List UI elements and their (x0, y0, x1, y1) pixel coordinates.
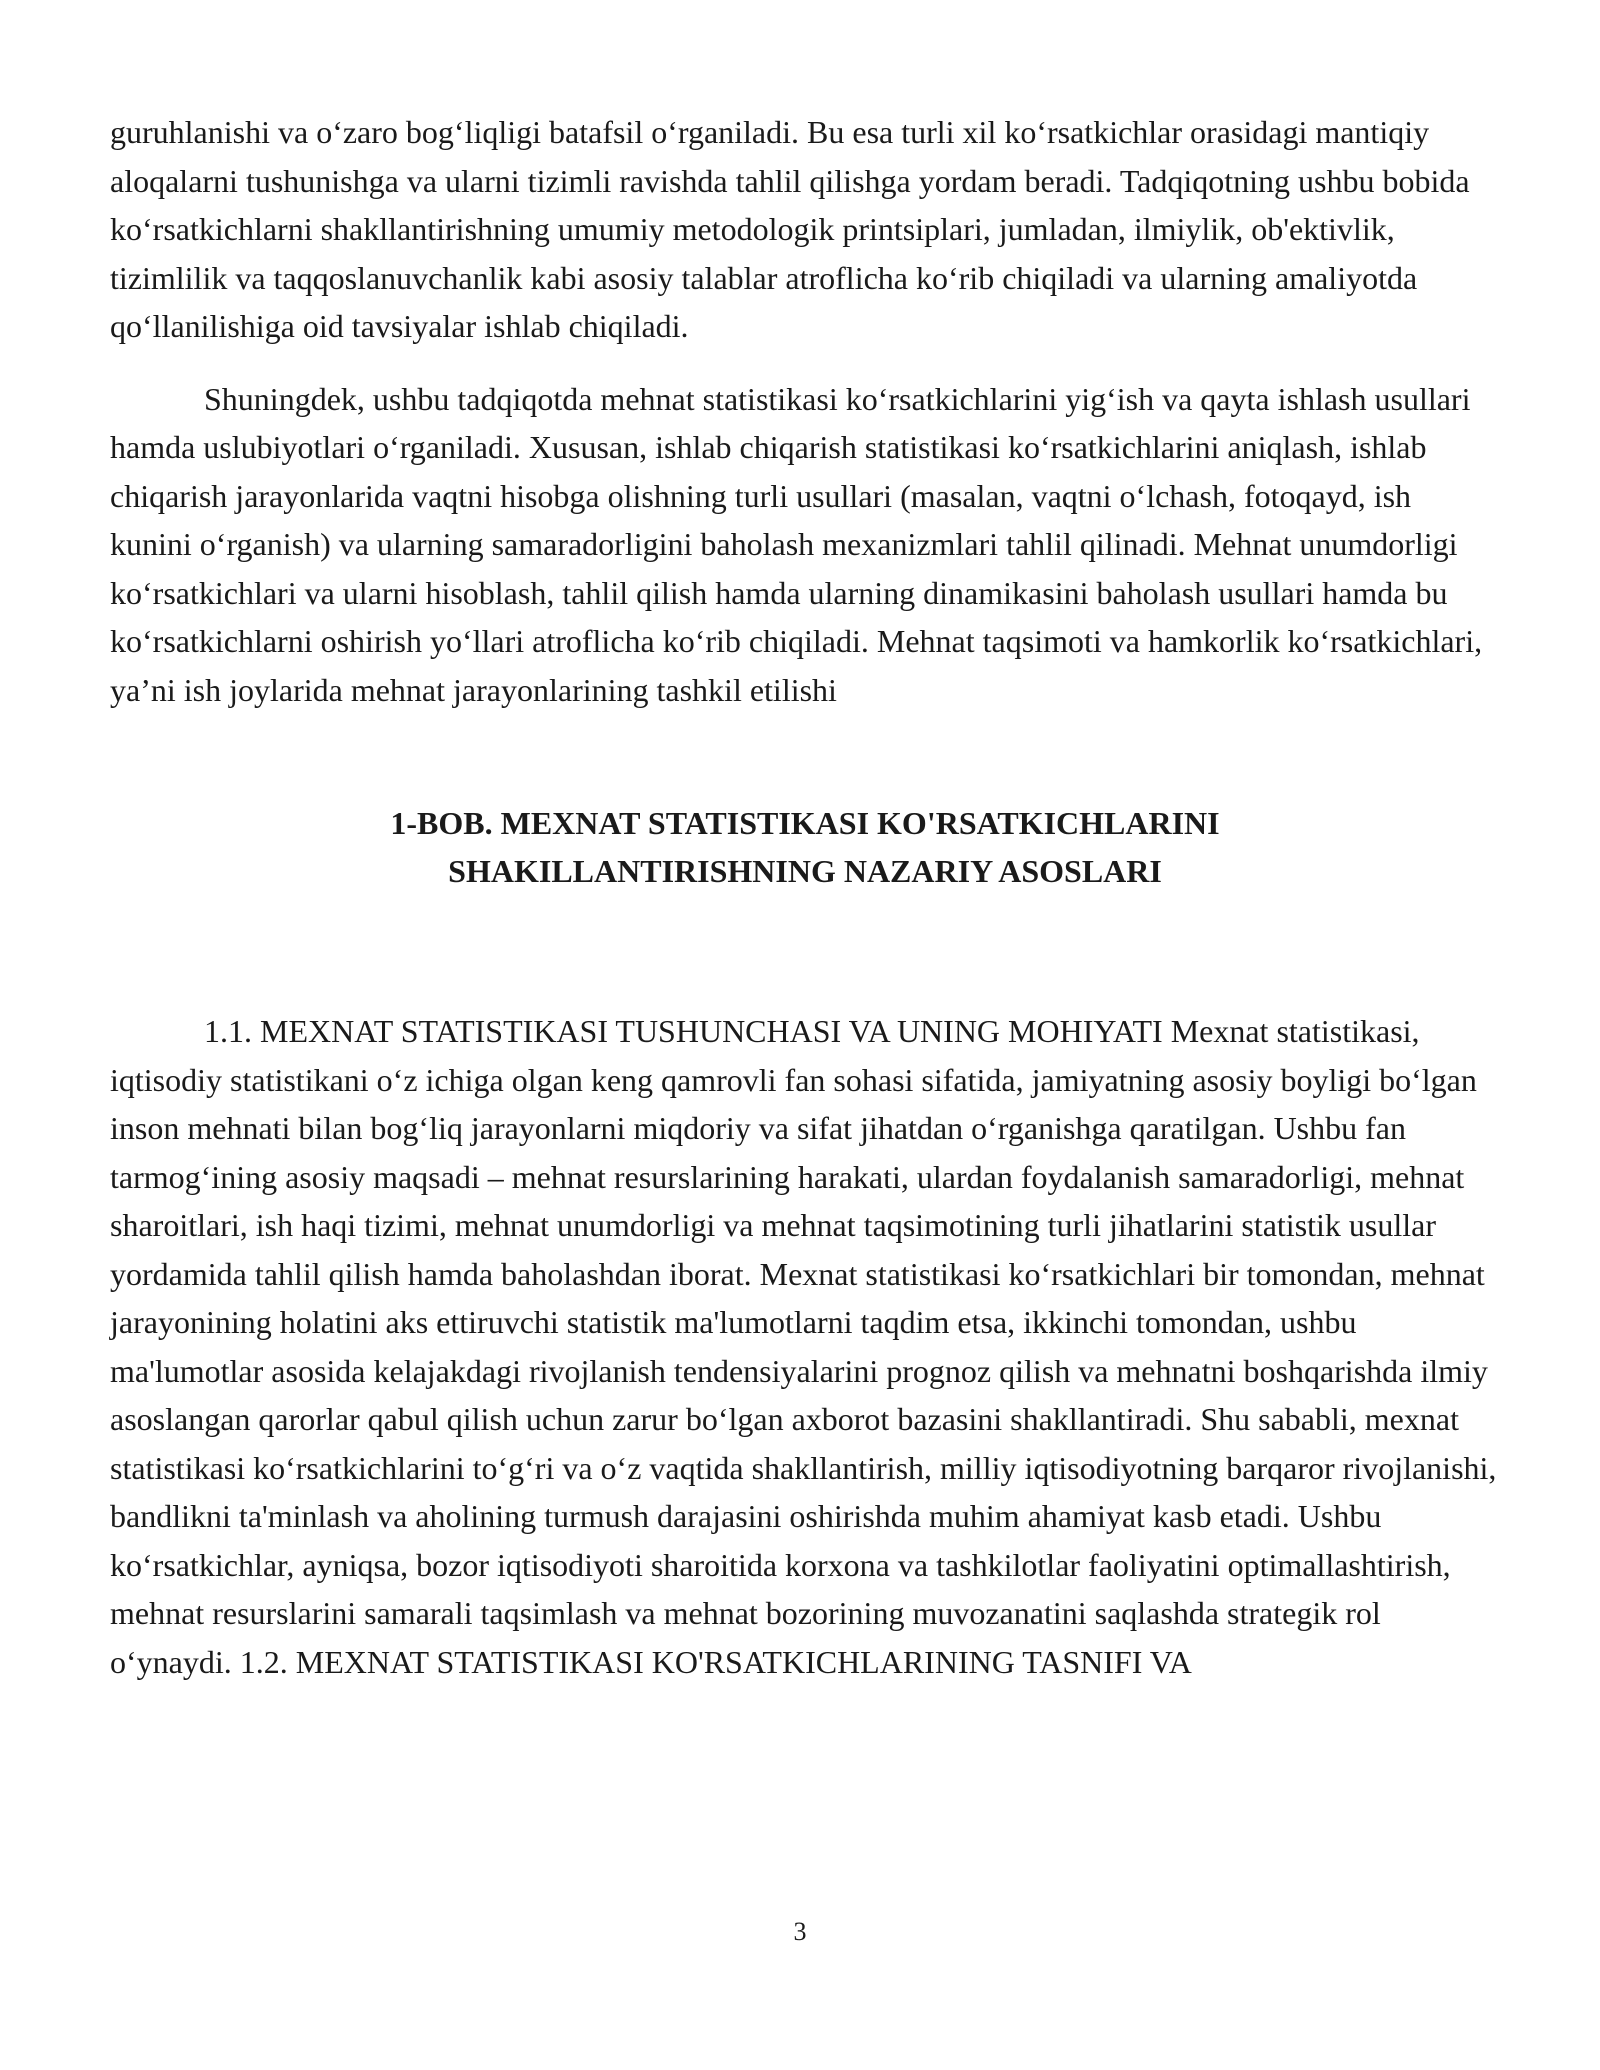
paragraph-methods: Shuningdek, ushbu tadqiqotda mehnat statistikasi ko‘rsatkichlarini yig‘ish va qayta ishlash usullari hamda uslubiyotlari o‘rganiladi. Xususan, ishlab chiqarish statistikasi ko‘rsatkichlarini aniqlash, ishlab chiqarish jarayonlarida vaqtni hisobga olishning turli usullari (masalan, vaqtni o‘lchash, fotoqayd, ish kunini o‘rganish) va ularning samaradorligini baholash mexanizmlari tahlil qilinadi. Mehnat unumdorligi ko‘rsatkichlari va ularni hisoblash, tahlil qilish hamda ularning dinamikasini baholash usullari hamda bu ko‘rsatkichlarni oshirish yo‘llari atroflicha ko‘rib chiqiladi. Mehnat taqsimoti va hamkorlik ko‘rsatkichlari, ya’ni ish joylarida mehnat jarayonlarining tashkil etilishi (110, 380, 1483, 708)
paragraph-intro-continuation: guruhlanishi va o‘zaro bog‘liqligi batafsil o‘rganiladi. Bu esa turli xil ko‘rsatkichlar orasidagi mantiqiy aloqalarni tushunishga va ularni tizimli ravishda tahlil qilishga yordam beradi. Tadqiqotning ushbu bobida ko‘rsatkichlarni shakllantirishning umumiy metodologik printsiplari, jumladan, ilmiylik, ob'ektivlik, tizimlilik va taqqoslanuvchanlik kabi asosiy talablar atroflicha ko‘rib chiqiladi va ularning amaliyotda qo‘llanilishiga oid tavsiyalar ishlab chiqiladi. (110, 114, 1470, 344)
chapter-heading-line-2: SHAKILLANTIRISHNING NAZARIY ASOSLARI (448, 853, 1162, 889)
document-page (110, 108, 1500, 1686)
chapter-heading-line-1: 1-BOB. MEXNAT STATISTIKASI KO'RSATKICHLARINI (390, 805, 1220, 841)
section-title-1-2: 1.2. MEXNAT STATISTIKASI KO'RSATKICHLARINING TASNIFI VA (239, 1643, 1192, 1680)
section-1-1-body: Mexnat statistikasi, iqtisodiy statistikani o‘z ichiga olgan keng qamrovli fan sohasi sifatida, jamiyatning asosiy boyligi bo‘lgan inson mehnati bilan bog‘liq jarayonlarni miqdoriy va sifat jihatdan o‘rganishga qaratilgan. Ushbu fan tarmog‘ining asosiy maqsadi – mehnat resurslarining harakati, ulardan foydalanish samaradorligi, mehnat sharoitlari, ish haqi tizimi, mehnat unumdorligi va mehnat taqsimotining turli jihatlarini statistik usullar yordamida tahlil qilish hamda baholashdan iborat. Mexnat statistikasi ko‘rsatkichlari bir tomondan, mehnat jarayonining holatini aks ettiruvchi statistik ma'lumotlarni taqdim etsa, ikkinchi tomondan, ushbu ma'lumotlar asosida kelajakdagi rivojlanish tendensiyalarini prognoz qilish va mehnatni boshqarishda ilmiy asoslangan qarorlar qabul qilish uchun zarur bo‘lgan axborot bazasini shakllantiradi. Shu sababli, mexnat statistikasi ko‘rsatkichlarini to‘g‘ri va o‘z vaqtida shakllantirish, milliy iqtisodiyotning barqaror rivojlanishi, bandlikni ta'minlash va aholining turmush darajasini oshirishda muhim ahamiyat kasb etadi. Ushbu ko‘rsatkichlar, ayniqsa, bozor iqtisodiyoti sharoitida korxona va tashkilotlar faoliyatini optimallashtirish, mehnat resurslarini samarali taqsimlash va mehnat bozorining muvozanatini saqlashda strategik rol o‘ynaydi. (110, 1013, 1497, 1680)
section-title-1-1: 1.1. MEXNAT STATISTIKASI TUSHUNCHASI VA UNING MOHIYATI (204, 1013, 1163, 1049)
chapter-heading (110, 799, 1500, 895)
section-1-1-paragraph (110, 1007, 1500, 1686)
page-number: 3 (793, 1917, 807, 1946)
